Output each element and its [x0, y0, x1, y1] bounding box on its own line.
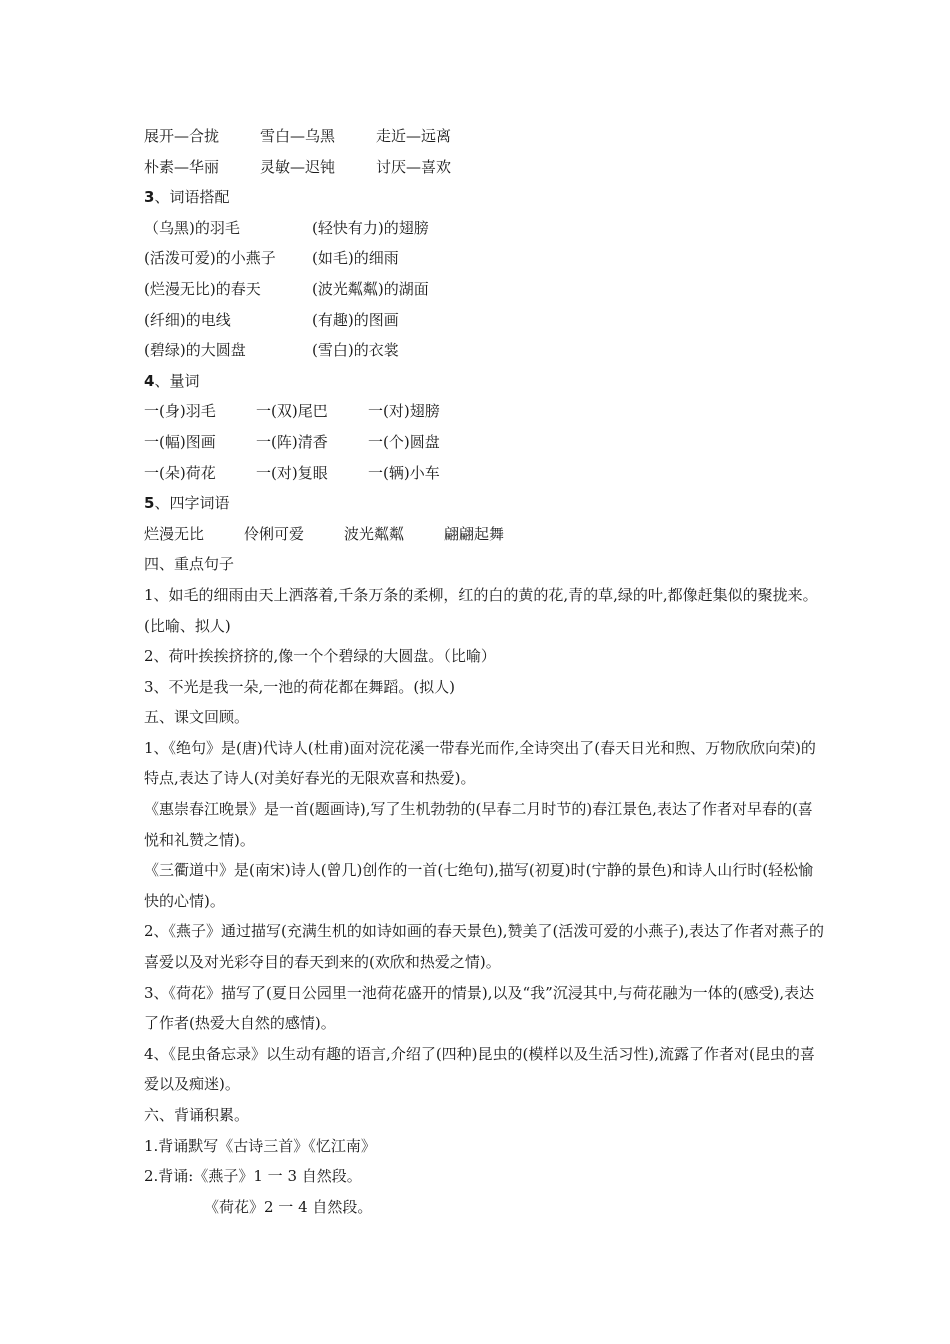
section-heading-measure [144, 366, 824, 397]
antonym-row [144, 152, 824, 183]
heading-number: 3 [144, 188, 155, 207]
key-sentence: 3、不光是我一朵,一池的荷花都在舞蹈。(拟人) [144, 677, 456, 696]
collocation-row [144, 274, 824, 305]
measure-item: 一(朵)荷花 [144, 463, 216, 482]
measure-row [144, 458, 824, 489]
recite-item: 《荷花》2 一 4 自然段。 [204, 1197, 373, 1216]
section-heading-four-char [144, 488, 824, 519]
collocation-row [144, 243, 824, 274]
key-sentence: 2、荷叶挨挨挤挤的,像一个个碧绿的大圆盘。（比喻） [144, 647, 496, 666]
review-paragraph: 《三衢道中》是(南宋)诗人(曾几)创作的一首(七绝句),描写(初夏)时(宁静的景色)和诗人山行时(轻松愉快的心情)。 [144, 861, 814, 910]
review-paragraph: 3、《荷花》描写了(夏日公园里一池荷花盛开的情景),以及“我”沉浸其中,与荷花融为一体的(感受),表达了作者(热爱大自然的感情)。 [144, 983, 815, 1033]
measure-item: 一(双)尾巴 [256, 402, 328, 421]
heading-number: 5 [144, 494, 155, 513]
section-heading-collocation [144, 182, 824, 213]
recite-item: 1.背诵默写《古诗三首》《忆江南》 [144, 1136, 376, 1155]
antonym-pair: 讨厌—喜欢 [376, 157, 452, 176]
antonym-pair: 雪白—乌黑 [260, 127, 336, 145]
antonym-pair: 走近—远离 [376, 127, 452, 145]
heading-text: 、词语搭配 [154, 188, 230, 207]
heading-text: 、量词 [154, 371, 200, 390]
four-char-item: 波光粼粼 [344, 524, 405, 543]
review-paragraph: 1、《绝句》是(唐)代诗人(杜甫)面对浣花溪一带春光而作,全诗突出了(春天日光和煦、万物欣欣向荣)的特点,表达了诗人(对美好春光的无限欢喜和热爱)。 [144, 738, 816, 788]
four-char-row [144, 519, 824, 550]
collocation-item: (波光粼粼)的湖面 [312, 279, 429, 298]
four-char-item: 伶俐可爱 [244, 524, 305, 543]
collocation-item: (如毛)的细雨 [312, 249, 399, 268]
measure-item: 一(身)羽毛 [144, 402, 216, 421]
section-heading-recite: 六、背诵积累。 [144, 1106, 250, 1124]
section-heading-key-sentences: 四、重点句子 [144, 555, 235, 574]
antonym-pair: 展开—合拢 [144, 127, 220, 145]
four-char-item: 翩翩起舞 [444, 524, 505, 543]
document-page [144, 121, 824, 1222]
collocation-item: (碧绿)的大圆盘 [144, 341, 246, 360]
key-sentence: 1、如毛的细雨由天上洒落着,千条万条的柔柳，红的白的黄的花,青的草,绿的叶,都像赶集似的聚拢来。(比喻、拟人) [144, 585, 818, 635]
collocation-row [144, 335, 824, 366]
review-paragraph: 4、《昆虫备忘录》以生动有趣的语言,介绍了(四种)昆虫的(模样以及生活习性),流露了作者对(昆虫的喜爱以及痴迷)。 [144, 1044, 815, 1094]
collocation-item: (有趣)的图画 [312, 310, 399, 329]
measure-item: 一(对)复眼 [256, 463, 328, 482]
measure-item: 一(辆)小车 [368, 463, 440, 482]
measure-row [144, 427, 824, 458]
measure-row [144, 396, 824, 427]
collocation-row [144, 213, 824, 244]
measure-item: 一(个)圆盘 [368, 432, 440, 451]
review-paragraph: 《惠崇春江晚景》是一首(题画诗),写了生机勃勃的(早春二月时节的)春江景色,表达了作者对早春的(喜悦和礼赞之情)。 [144, 800, 813, 849]
antonym-row [144, 121, 824, 152]
heading-text: 、四字词语 [154, 494, 230, 513]
collocation-item: (轻快有力)的翅膀 [312, 218, 429, 237]
four-char-item: 烂漫无比 [144, 524, 205, 543]
measure-item: 一(阵)清香 [256, 432, 328, 451]
recite-item: 2.背诵:《燕子》1 一 3 自然段。 [144, 1167, 362, 1186]
collocation-item: (纤细)的电线 [144, 310, 231, 329]
measure-item: 一(对)翅膀 [368, 402, 440, 421]
collocation-item: （乌黑)的羽毛 [144, 218, 240, 237]
section-heading-review: 五、课文回顾。 [144, 708, 250, 727]
review-paragraph: 2、《燕子》通过描写(充满生机的如诗如画的春天景色),赞美了(活泼可爱的小燕子),表达了作者对燕子的喜爱以及对光彩夺目的春天到来的(欢欣和热爱之情)。 [144, 922, 824, 972]
collocation-item: (雪白)的衣裳 [312, 341, 399, 360]
measure-item: 一(幅)图画 [144, 432, 216, 451]
collocation-item: (活泼可爱)的小燕子 [144, 249, 276, 268]
collocation-row [144, 305, 824, 336]
antonym-pair: 朴素—华丽 [144, 157, 220, 176]
antonym-pair: 灵敏—迟钝 [260, 157, 336, 176]
collocation-item: (烂漫无比)的春天 [144, 279, 261, 298]
heading-number: 4 [144, 371, 155, 390]
